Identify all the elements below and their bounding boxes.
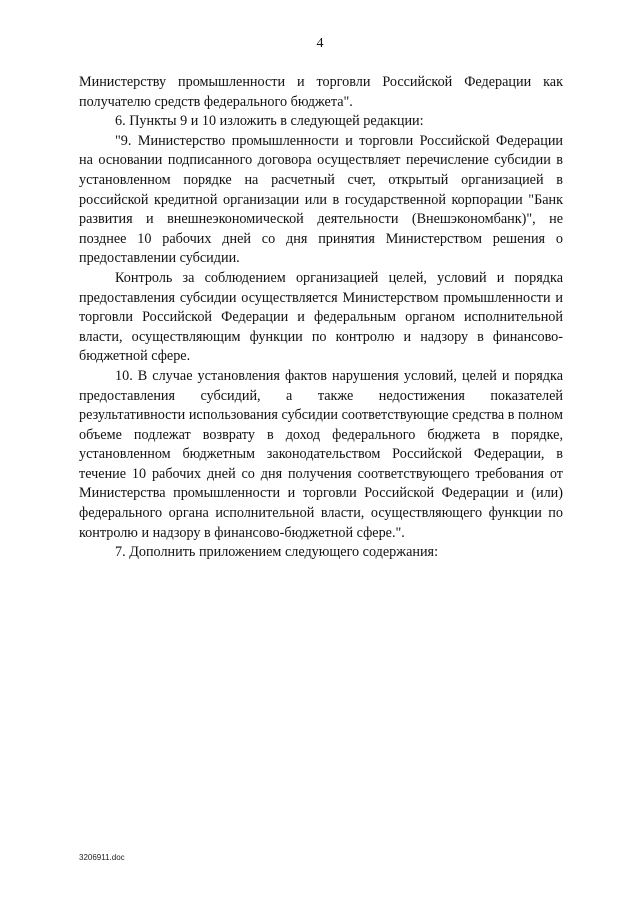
document-code: 3206911.doc xyxy=(79,853,125,862)
paragraph-item-6: 6. Пункты 9 и 10 изложить в следующей редакции: xyxy=(115,113,424,130)
document-body xyxy=(79,73,563,563)
paragraph-control: Контроль за соблюдением организацией целей, условий и порядка предоставления субсидии осуществляется Министерством промышленности и торговли Российской Федерации и федеральным органом исполнительной власти, осуществляющим функции по контролю и надзору в финансово-бюджетной сфере. xyxy=(79,269,563,365)
paragraph-continuation: Министерству промышленности и торговли Российской Федерации как получателю средств федерального бюджета". xyxy=(79,74,563,110)
paragraph-point-10: 10. В случае установления фактов нарушения условий, целей и порядка предоставления субсидий, а также недостижения показателей результативности использования субсидии соответствующие средства в полном объеме подлежат возврату в доход федерального бюджета в порядке, установленном бюджетным законодательством Российской Федерации, в течение 10 рабочих дней со дня получения соответствующего требования от Министерства промышленности и торговли Российской Федерации и (или) федерального органа исполнительной власти, осуществляющего функции по контролю и надзору в финансово-бюджетной сфере.". xyxy=(79,367,563,541)
paragraph-item-7: 7. Дополнить приложением следующего содержания: xyxy=(115,544,439,561)
page-number: 4 xyxy=(316,36,324,51)
paragraph-point-9: "9. Министерство промышленности и торговли Российской Федерации на основании подписанного договора осуществляет перечисление субсидии в установленном порядке на расчетный счет, открытый организацией в российской кредитной организации или в государственной корпорации "Банк развития и внешнеэкономической деятельности (Внешэкономбанк)", не позднее 10 рабочих дней со дня принятия Министерством решения о предоставлении субсидии. xyxy=(79,132,563,267)
